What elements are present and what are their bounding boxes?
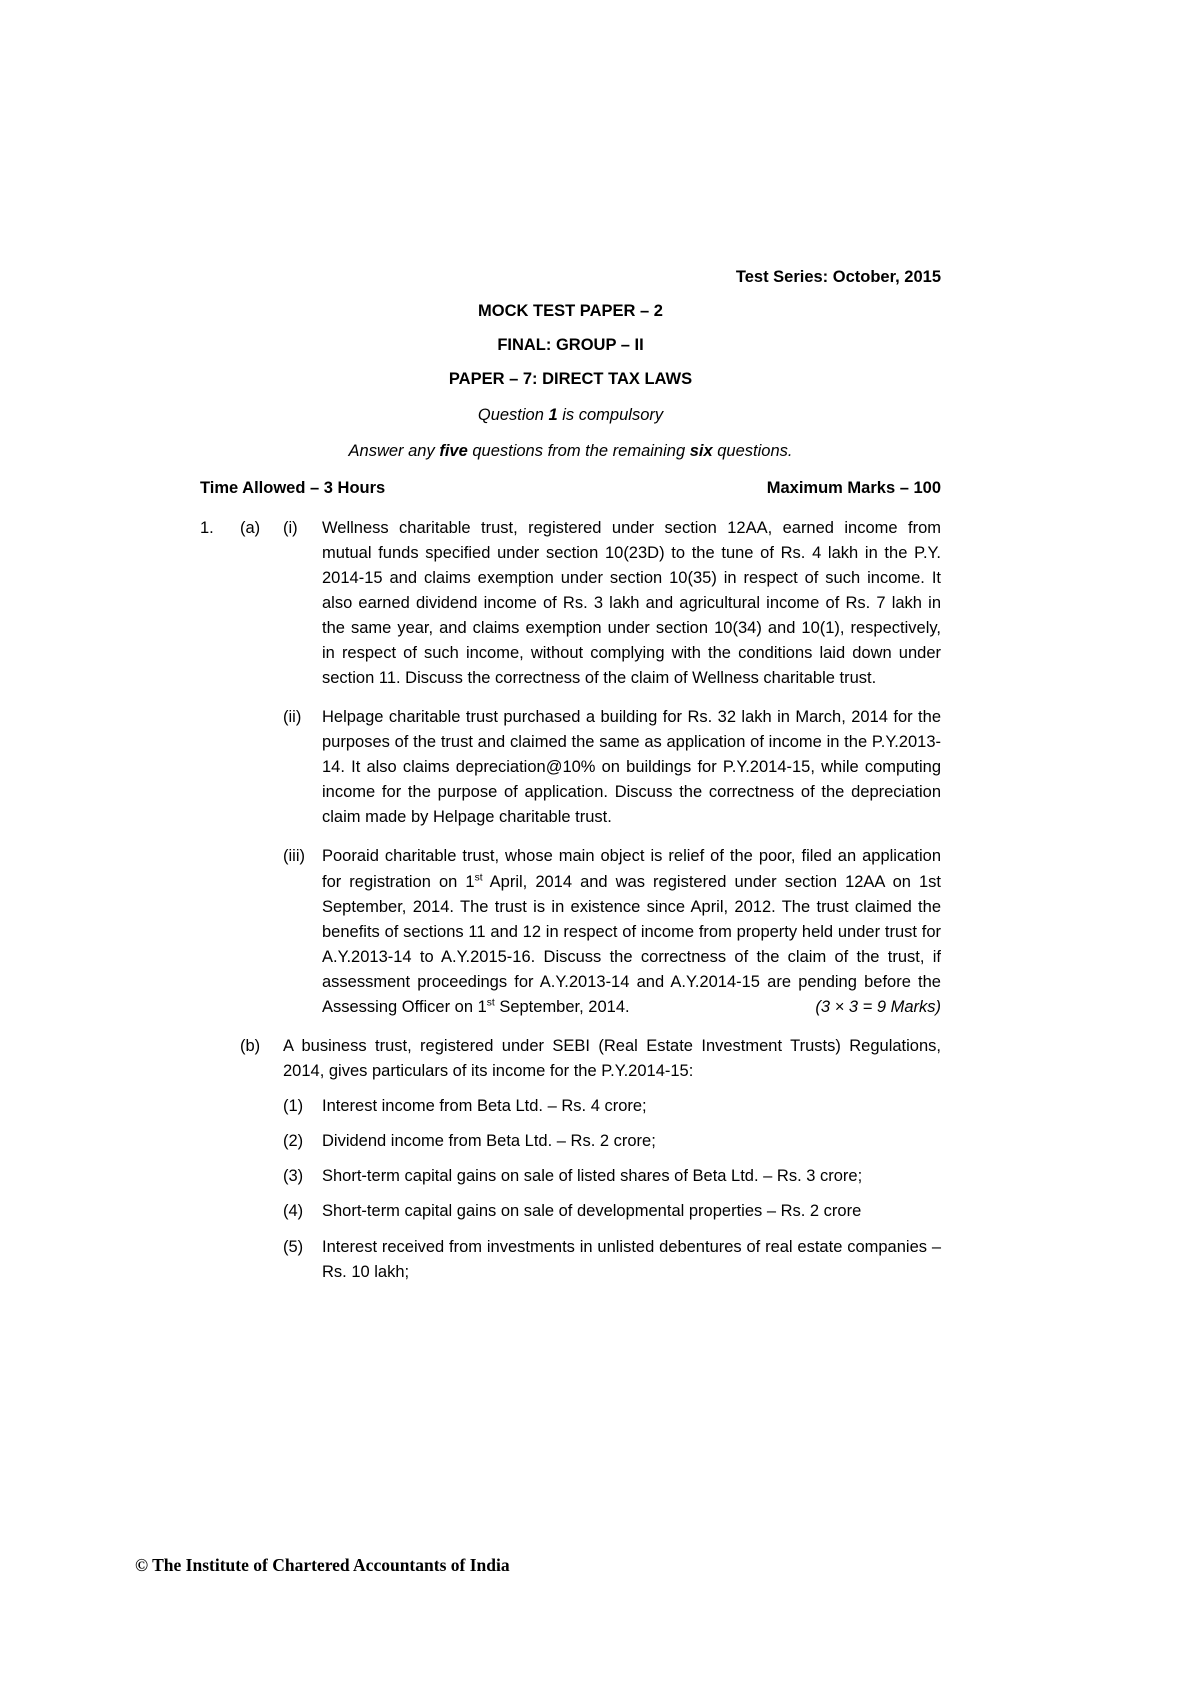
document-body	[200, 265, 941, 1285]
part-b-item-1	[200, 1094, 941, 1119]
item-2-text: Dividend income from Beta Ltd. – Rs. 2 crore;	[322, 1132, 656, 1151]
part-b-item-5	[200, 1235, 941, 1285]
item-iii-paragraph: Pooraid charitable trust, whose main object is relief of the poor, filed an application for registration on 1st April, 2014 and was registered under section 12AA on 1st September, 2014. The trust is in existence since April, 2012. The trust claimed the benefits of sections 11 and 12 in respect of income from property held under trust for A.Y.2013-14 to A.Y.2015-16. Discuss the correctness of the claim of the trust, if assessment proceedings for A.Y.2013-14 and A.Y.2014-15 are pending before the Assessing Officer on 1st September, 2014.	[322, 847, 941, 1016]
group-title: FINAL: GROUP – II	[497, 336, 644, 355]
subject-title: PAPER – 7: DIRECT TAX LAWS	[448, 370, 693, 389]
answer-instruction: Answer any five questions from the remaining six questions.	[348, 442, 793, 461]
question-1a-item-i	[200, 516, 941, 692]
paper-title: MOCK TEST PAPER – 2	[478, 302, 663, 321]
maximum-marks-label: Maximum Marks – 100	[766, 479, 941, 498]
part-b-item-2	[200, 1129, 941, 1154]
part-b-label: (b)	[240, 1037, 261, 1056]
item-5-text: Interest received from investments in unlisted debentures of real estate companies – Rs. 10 lakh;	[322, 1237, 941, 1281]
question-1b	[200, 1034, 941, 1084]
item-ii-label: (ii)	[283, 708, 302, 727]
item-3-text: Short-term capital gains on sale of listed shares of Beta Ltd. – Rs. 3 crore;	[322, 1167, 863, 1186]
question-number: 1.	[200, 518, 214, 537]
item-1-text: Interest income from Beta Ltd. – Rs. 4 crore;	[322, 1097, 647, 1116]
item-1-label: (1)	[283, 1097, 304, 1116]
time-allowed-label: Time Allowed – 3 Hours	[200, 479, 386, 498]
part-b-intro: A business trust, registered under SEBI (Real Estate Investment Trusts) Regulations, 2014, gives particulars of its income for the P.Y.2014-15:	[283, 1037, 941, 1081]
item-3-label: (3)	[283, 1167, 304, 1186]
item-iii-label: (iii)	[283, 847, 305, 866]
part-b-item-3	[200, 1164, 941, 1189]
time-marks-row	[200, 476, 941, 501]
question-1a-item-iii	[200, 844, 941, 1020]
item-i-label: (i)	[283, 518, 298, 537]
item-5-label: (5)	[283, 1237, 304, 1256]
item-4-text: Short-term capital gains on sale of developmental properties – Rs. 2 crore	[322, 1202, 862, 1221]
item-iii-text	[322, 844, 941, 1020]
part-a-label: (a)	[240, 518, 261, 537]
marks-annotation: (3 × 3 = 9 Marks)	[815, 997, 941, 1016]
part-b-item-4	[200, 1199, 941, 1224]
item-i-text: Wellness charitable trust, registered under section 12AA, earned income from mutual funds specified under section 10(23D) to the tune of Rs. 4 lakh in the P.Y. 2014-15 and claims exemption under section 10(35) in respect of such income. It also earned dividend income of Rs. 3 lakh and agricultural income of Rs. 7 lakh in the same year, and claims exemption under section 10(34) and 10(1), respectively, in respect of such income, without complying with the conditions laid down under section 11. Discuss the correctness of the claim of Wellness charitable trust.	[322, 518, 941, 688]
item-2-label: (2)	[283, 1132, 304, 1151]
item-ii-text: Helpage charitable trust purchased a building for Rs. 32 lakh in March, 2014 for the purposes of the trust and claimed the same as application of income in the P.Y.2013-14. It also claims depreciation@10% on buildings for P.Y.2014-15, while computing income for the purpose of application. Discuss the correctness of the depreciation claim made by Helpage charitable trust.	[322, 708, 941, 827]
item-4-label: (4)	[283, 1202, 304, 1221]
question-1a-item-ii	[200, 705, 941, 830]
copyright-footer: © The Institute of Chartered Accountants of India	[135, 1555, 510, 1575]
compulsory-note: Question 1 is compulsory	[477, 406, 664, 425]
test-series-heading: Test Series: October, 2015	[735, 268, 941, 286]
